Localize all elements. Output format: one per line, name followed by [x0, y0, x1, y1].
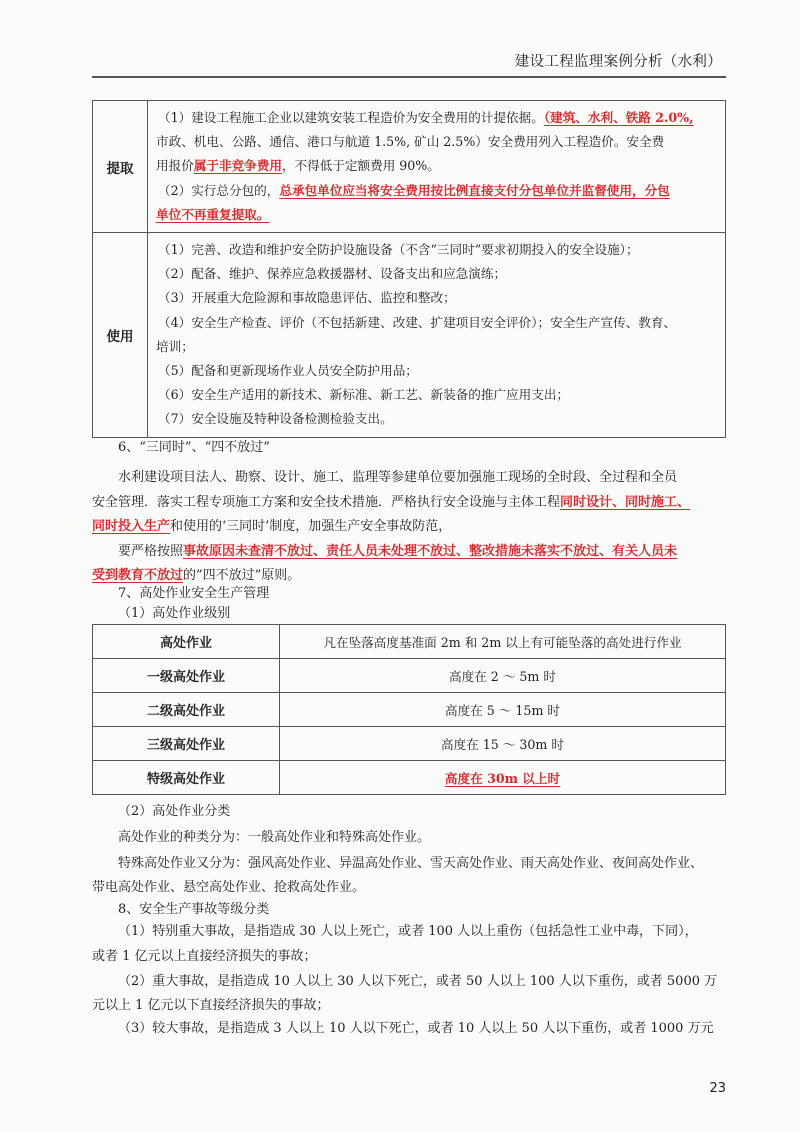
height-level-table: [92, 624, 726, 795]
use-line: （1）完善、改造和维护安全防护设施设备（不含“三同时”要求初期投入的安全设施）；: [158, 242, 639, 258]
use-content: [148, 233, 726, 438]
section6-p2-line2: 受到教育不放过的”四不放过”原则。: [92, 568, 301, 583]
level-desc: 高度在 15 ～ 30m 时: [280, 727, 726, 761]
extract-line-5: 单位不再重复提取。: [156, 206, 270, 222]
section6-p1-line3: 同时投入生产和使用的‘三同时’制度，加强生产安全事故防范，: [92, 519, 452, 534]
section7-heading: 7、高处作业安全生产管理: [118, 586, 270, 601]
safety-fee-table: [92, 100, 726, 438]
use-line: （7）安全设施及特种设备检测检验支出。: [158, 411, 393, 427]
level-desc: [280, 761, 726, 795]
extract-line-4: （2）实行总分包的，总承包单位应当将安全费用按比例直接支付分包单位并监督使用，分包: [158, 182, 670, 198]
use-line: （4）安全生产检查、评价（不包括新建、改建、扩建项目安全评价）；安全生产宣传、教育、: [158, 314, 677, 330]
level-name: 三级高处作业: [93, 727, 280, 761]
level-row: [93, 625, 726, 659]
use-line: 培训；: [156, 338, 194, 354]
level-name: 特级高处作业: [93, 761, 280, 795]
section8-item2-line2: 元以上 1 亿元以下直接经济损失的事故；: [92, 998, 330, 1013]
use-row: [93, 233, 726, 438]
extract-line-1: （1）建设工程施工企业以建筑安装工程造价为安全费用的计提依据。（建筑、水利、铁路 2.0%,: [158, 110, 694, 125]
use-line: （3）开展重大危险源和事故隐患评估、监控和整改；: [158, 290, 456, 306]
level-desc-highlight: 高度在 30m 以上时: [444, 771, 561, 786]
section8-item1-line2: 或者 1 亿元以上直接经济损失的事故；: [92, 949, 317, 964]
use-line: （5）配备和更新现场作业人员安全防护用品；: [158, 363, 418, 379]
level-desc: 高度在 5 ～ 15m 时: [280, 693, 726, 727]
level-row: [93, 659, 726, 693]
section6-p1-line1: 水利建设项目法人、勘察、设计、施工、监理等参建单位要加强施工现场的全时段、全过程和全员: [118, 470, 678, 485]
page-number: 23: [709, 1081, 726, 1096]
extract-content: [148, 101, 726, 233]
level-desc: 凡在坠落高度基准面 2m 和 2m 以上有可能坠落的高处进行作业: [280, 625, 726, 659]
extract-line-2: 市政、机电、公路、通信、港口与航道 1.5%, 矿山 2.5%）安全费用列入工程造价。安全费: [156, 134, 665, 150]
section6-p2-line1: 要严格按照事故原因未查清不放过、责任人员未处理不放过、整改措施未落实不放过、有关人员未: [118, 544, 678, 559]
section8-heading: 8、安全生产事故等级分类: [118, 902, 270, 917]
section7-sub2: （2）高处作业分类: [118, 804, 231, 819]
use-line: （6）安全生产适用的新技术、新标准、新工艺、新装备的推广应用支出；: [158, 387, 570, 403]
level-name: 一级高处作业: [93, 659, 280, 693]
use-label: 使用: [93, 233, 148, 438]
level-row: [93, 693, 726, 727]
section6-heading: 6、“三同时”、“四不放过”: [118, 440, 270, 455]
use-line: （2）配备、维护、保养应急救援器材、设备支出和应急演练；: [158, 266, 507, 282]
level-desc: 高度在 2 ～ 5m 时: [280, 659, 726, 693]
section7-special-line1: 特殊高处作业又分为：强风高处作业、异温高处作业、雪天高处作业、雨天高处作业、夜间高处作业、: [118, 856, 704, 871]
level-name: 二级高处作业: [93, 693, 280, 727]
section7-kinds: 高处作业的种类分为：一般高处作业和特殊高处作业。: [118, 830, 431, 845]
header-rule: [92, 76, 726, 78]
section8-item2-line1: （2）重大事故，是指造成 10 人以上 30 人以下死亡，或者 50 人以上 100 人以下重伤，或者 5000 万: [118, 974, 718, 989]
extract-label: 提取: [93, 101, 148, 233]
section7-sub1: （1）高处作业级别: [118, 606, 231, 621]
section7-special-line2: 带电高处作业、悬空高处作业、抢救高处作业。: [92, 880, 366, 895]
section8-item1-line1: （1）特别重大事故，是指造成 30 人以上死亡，或者 100 人以上重伤（包括急性工业中毒，下同），: [118, 924, 698, 939]
section8-item3-line1: （3）较大事故，是指造成 3 人以上 10 人以下死亡，或者 10 人以上 50 人以下重伤，或者 1000 万元: [118, 1021, 714, 1036]
header-title: 建设工程监理案例分析（水利）: [514, 54, 722, 70]
level-name: 高处作业: [93, 625, 280, 659]
section6-p1-line2: 安全管理．落实工程专项施工方案和安全技术措施．严格执行安全设施与主体工程同时设计、同时施工、: [92, 495, 691, 510]
extract-row: [93, 101, 726, 233]
extract-line-3: 用报价属于非竞争费用，不得低于定额费用 90%。: [156, 158, 440, 174]
level-row: [93, 761, 726, 795]
level-row: [93, 727, 726, 761]
